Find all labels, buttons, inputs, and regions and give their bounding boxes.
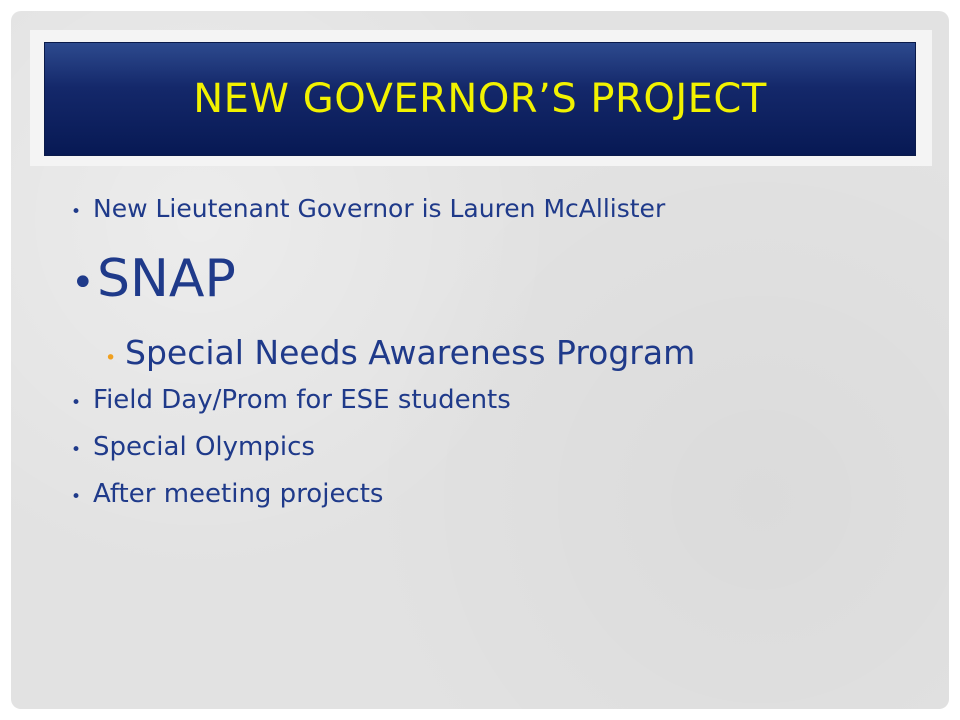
slide-title: NEW GOVERNOR’S PROJECT xyxy=(193,76,767,122)
bullet-dot-icon: • xyxy=(71,487,82,507)
slide xyxy=(11,11,949,709)
bullet-dot-icon: • xyxy=(71,393,82,413)
bullet-dot-icon: • xyxy=(71,440,82,460)
bullet-text: SNAP xyxy=(97,249,236,309)
bullet-text: Special Olympics xyxy=(93,432,315,462)
bullet-text: New Lieutenant Governor is Lauren McAllister xyxy=(93,194,666,223)
sub-bullet-item xyxy=(105,333,695,372)
bullet-item xyxy=(71,479,383,509)
bullet-item xyxy=(71,194,665,223)
bullet-item xyxy=(71,432,315,462)
bullet-item xyxy=(71,385,511,415)
bullet-text: After meeting projects xyxy=(93,479,384,509)
bullet-text: Special Needs Awareness Program xyxy=(125,333,696,372)
bullet-dot-icon: • xyxy=(71,260,95,306)
bullet-dot-icon: • xyxy=(71,202,82,222)
bullet-item xyxy=(71,249,236,309)
bullet-dot-icon: • xyxy=(105,347,117,369)
slide-content xyxy=(11,11,949,709)
bullet-text: Field Day/Prom for ESE students xyxy=(93,385,511,415)
